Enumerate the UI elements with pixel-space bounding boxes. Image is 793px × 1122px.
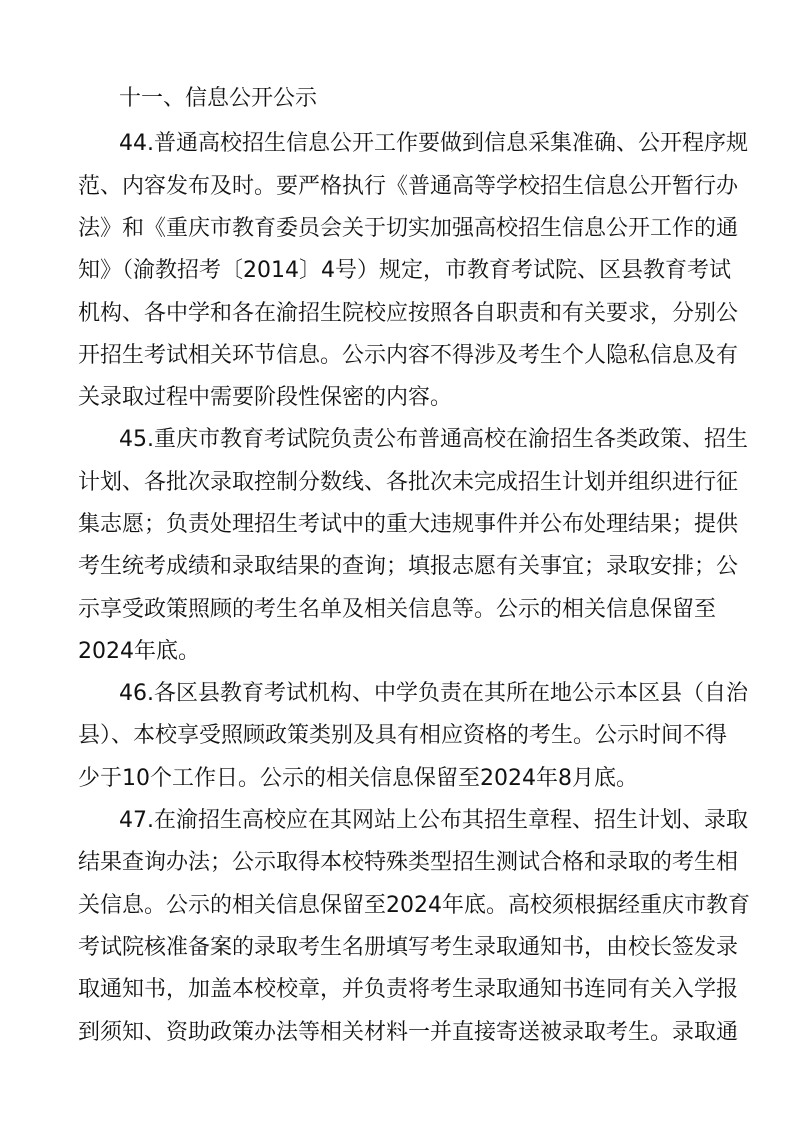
section-heading: 十一、信息公开公示: [119, 86, 318, 111]
paragraph-44-line-5: 机构、各中学和各在渝招生院校应按照各自职责和有关要求，分别公: [78, 301, 739, 326]
paragraph-47-line-1: 47.在渝招生高校应在其网站上公布其招生章程、招生计划、录取: [119, 808, 748, 833]
paragraph-44-line-3: 法》和《重庆市教育委员会关于切实加强高校招生信息公开工作的通: [78, 216, 739, 241]
paragraph-45-line-1: 45.重庆市教育考试院负责公布普通高校在渝招生各类政策、招生: [119, 427, 748, 452]
paragraph-47-line-4: 考试院核准备案的录取考生名册填写考生录取通知书，由校长签发录: [78, 935, 739, 960]
paragraph-44-line-6: 开招生考试相关环节信息。公示内容不得涉及考生个人隐私信息及有: [78, 343, 739, 368]
paragraph-46-line-1: 46.各区县教育考试机构、中学负责在其所在地公示本区县（自治: [119, 681, 748, 706]
paragraph-45-line-5: 示享受政策照顾的考生名单及相关信息等。公示的相关信息保留至: [78, 597, 717, 622]
paragraph-47-line-5: 取通知书，加盖本校校章，并负责将考生录取通知书连同有关入学报: [78, 977, 739, 1002]
paragraph-44-line-1: 44.普通高校招生信息公开工作要做到信息采集准确、公开程序规: [119, 131, 748, 156]
paragraph-45-line-6: 2024年底。: [78, 639, 200, 664]
paragraph-45-line-4: 考生统考成绩和录取结果的查询；填报志愿有关事宜；录取安排；公: [78, 554, 739, 579]
paragraph-44-line-7: 关录取过程中需要阶段性保密的内容。: [78, 385, 453, 410]
paragraph-45-line-3: 集志愿；负责处理招生考试中的重大违规事件并公布处理结果；提供: [78, 512, 739, 537]
paragraph-46-line-3: 少于10个工作日。公示的相关信息保留至2024年8月底。: [78, 766, 638, 791]
paragraph-47-line-6: 到须知、资助政策办法等相关材料一并直接寄送被录取考生。录取通: [78, 1020, 739, 1045]
paragraph-44-line-4: 知》（渝教招考〔2014〕4号）规定，市教育考试院、区县教育考试: [78, 258, 731, 283]
paragraph-45-line-2: 计划、各批次录取控制分数线、各批次未完成招生计划并组织进行征: [78, 470, 739, 495]
paragraph-44-line-2: 范、内容发布及时。要严格执行《普通高等学校招生信息公开暂行办: [78, 174, 739, 199]
paragraph-46-line-2: 县）、本校享受照顾政策类别及具有相应资格的考生。公示时间不得: [78, 723, 728, 748]
paragraph-47-line-3: 关信息。公示的相关信息保留至2024年底。高校须根据经重庆市教育: [78, 893, 750, 918]
paragraph-47-line-2: 结果查询办法；公示取得本校特殊类型招生测试合格和录取的考生相: [78, 850, 739, 875]
